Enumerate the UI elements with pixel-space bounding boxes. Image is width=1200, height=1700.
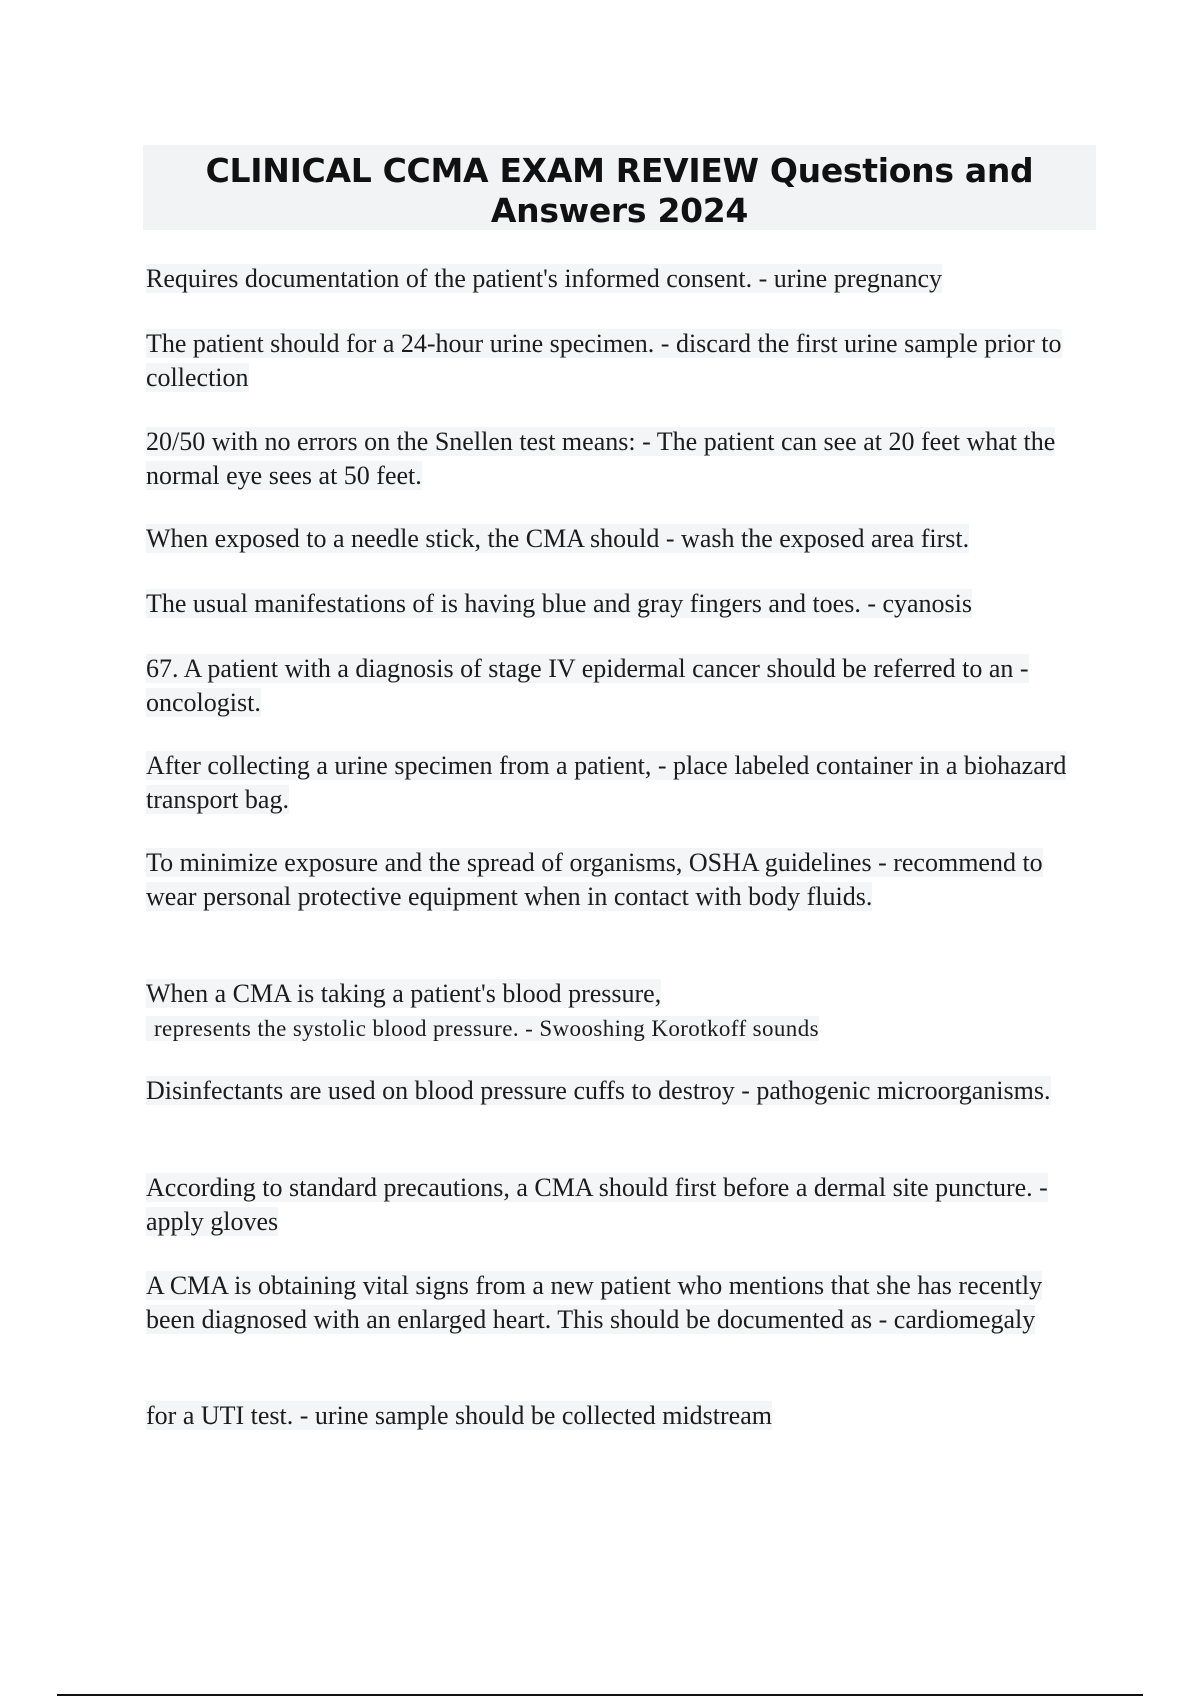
qa-item	[146, 262, 1076, 296]
qa-item-text: for a UTI test. - urine sample should be collected midstream	[146, 1401, 772, 1430]
qa-item	[146, 846, 1076, 914]
qa-item	[146, 425, 1076, 493]
qa-item	[146, 522, 1076, 556]
qa-item-text: 67. A patient with a diagnosis of stage IV epidermal cancer should be referred to an - oncologist.	[146, 654, 1029, 717]
qa-item-text: A CMA is obtaining vital signs from a new patient who mentions that she has recently been diagnosed with an enlarged heart. This should be documented as - cardiomegaly	[146, 1271, 1043, 1334]
qa-item-text: According to standard precautions, a CMA should first before a dermal site puncture. - apply gloves	[146, 1173, 1048, 1236]
qa-item	[146, 749, 1076, 817]
qa-item-text: To minimize exposure and the spread of organisms, OSHA guidelines - recommend to wear personal protective equipment when in contact with body fluids.	[146, 848, 1043, 911]
qa-item-text: Disinfectants are used on blood pressure cuffs to destroy - pathogenic microorganisms.	[146, 1076, 1051, 1105]
qa-item-text: After collecting a urine specimen from a patient, - place labeled container in a biohazard transport bag.	[146, 751, 1067, 814]
qa-item-text: Requires documentation of the patient's informed consent. - urine pregnancy	[146, 264, 942, 293]
qa-item	[146, 652, 1076, 720]
qa-item	[146, 1074, 1076, 1108]
qa-item-text-line2: represents the systolic blood pressure. - Swooshing Korotkoff sounds	[146, 1016, 819, 1041]
qa-item	[146, 327, 1076, 395]
title-block	[143, 145, 1096, 230]
qa-item-text: 20/50 with no errors on the Snellen test means: - The patient can see at 20 feet what the normal eye sees at 50 feet.	[146, 427, 1056, 490]
qa-item	[146, 1171, 1076, 1239]
qa-item-text: The usual manifestations of is having blue and gray fingers and toes. - cyanosis	[146, 589, 973, 618]
qa-item	[146, 587, 1076, 621]
qa-item-text: The patient should for a 24-hour urine specimen. - discard the first urine sample prior to collection	[146, 329, 1062, 392]
qa-item	[146, 977, 1076, 1046]
qa-item	[146, 1269, 1076, 1337]
footer-divider	[57, 1694, 1143, 1696]
qa-item-text: When exposed to a needle stick, the CMA should - wash the exposed area first.	[146, 524, 970, 553]
document-title: CLINICAL CCMA EXAM REVIEW Questions and Answers 2024	[205, 151, 1034, 230]
qa-item	[146, 1399, 1076, 1433]
qa-item-text-line1: When a CMA is taking a patient's blood pressure,	[146, 979, 662, 1008]
